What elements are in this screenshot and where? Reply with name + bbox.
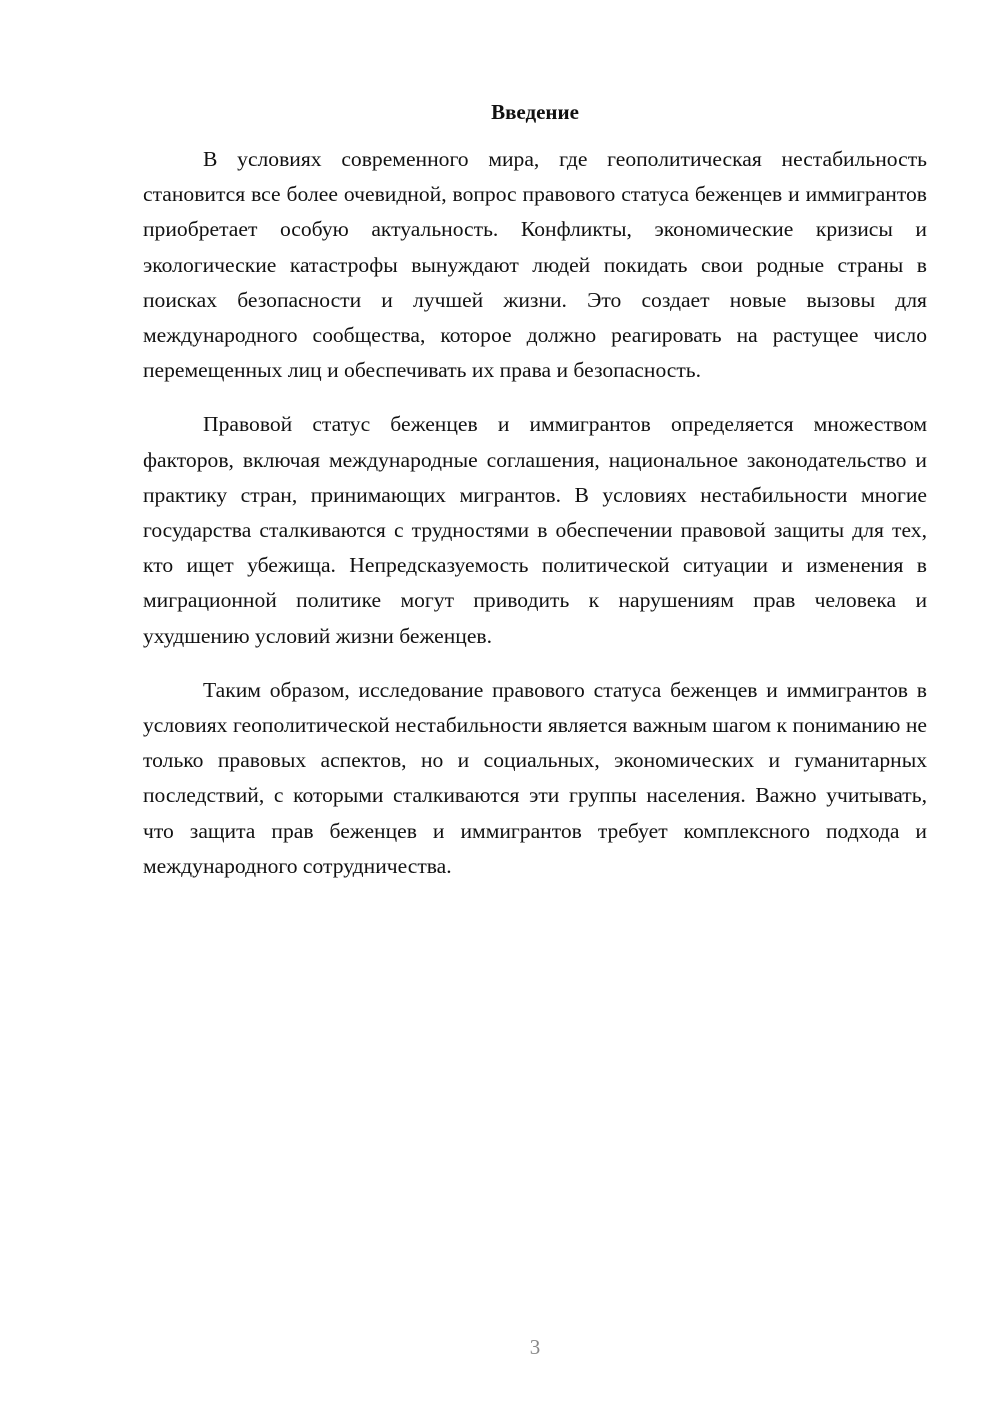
paragraph-2: Правовой статус беженцев и иммигрантов определяется множеством факторов, включая международные соглашения, национальное законодательство и практику стран, принимающих мигрантов. В условиях нестабильности многие государства сталкиваются с трудностями в обеспечении правовой защиты для тех, кто ищет убежища. Непредсказуемость политической ситуации и изменения в миграционной политике могут приводить к нарушениям прав человека и ухудшению условий жизни беженцев. bbox=[143, 412, 927, 648]
document-body bbox=[143, 142, 927, 903]
paragraph-1: В условиях современного мира, где геополитическая нестабильность становится все более очевидной, вопрос правового статуса беженцев и иммигрантов приобретает особую актуальность. Конфликты, экономические кризисы и экологические катастрофы вынуждают людей покидать свои родные страны в поисках безопасности и лучшей жизни. Это создает новые вызовы для международного сообщества, которое должно реагировать на растущее число перемещенных лиц и обеспечивать их права и безопасность. bbox=[143, 147, 927, 383]
page-number: 3 bbox=[529, 1335, 541, 1359]
paragraph-3: Таким образом, исследование правового статуса беженцев и иммигрантов в условиях геополитической нестабильности является важным шагом к пониманию не только правовых аспектов, но и социальных, экономических и гуманитарных последствий, с которыми сталкиваются эти группы населения. Важно учитывать, что защита прав беженцев и иммигрантов требует комплексного подхода и международного сотрудничества. bbox=[143, 677, 927, 878]
page-title: Введение bbox=[491, 100, 579, 124]
